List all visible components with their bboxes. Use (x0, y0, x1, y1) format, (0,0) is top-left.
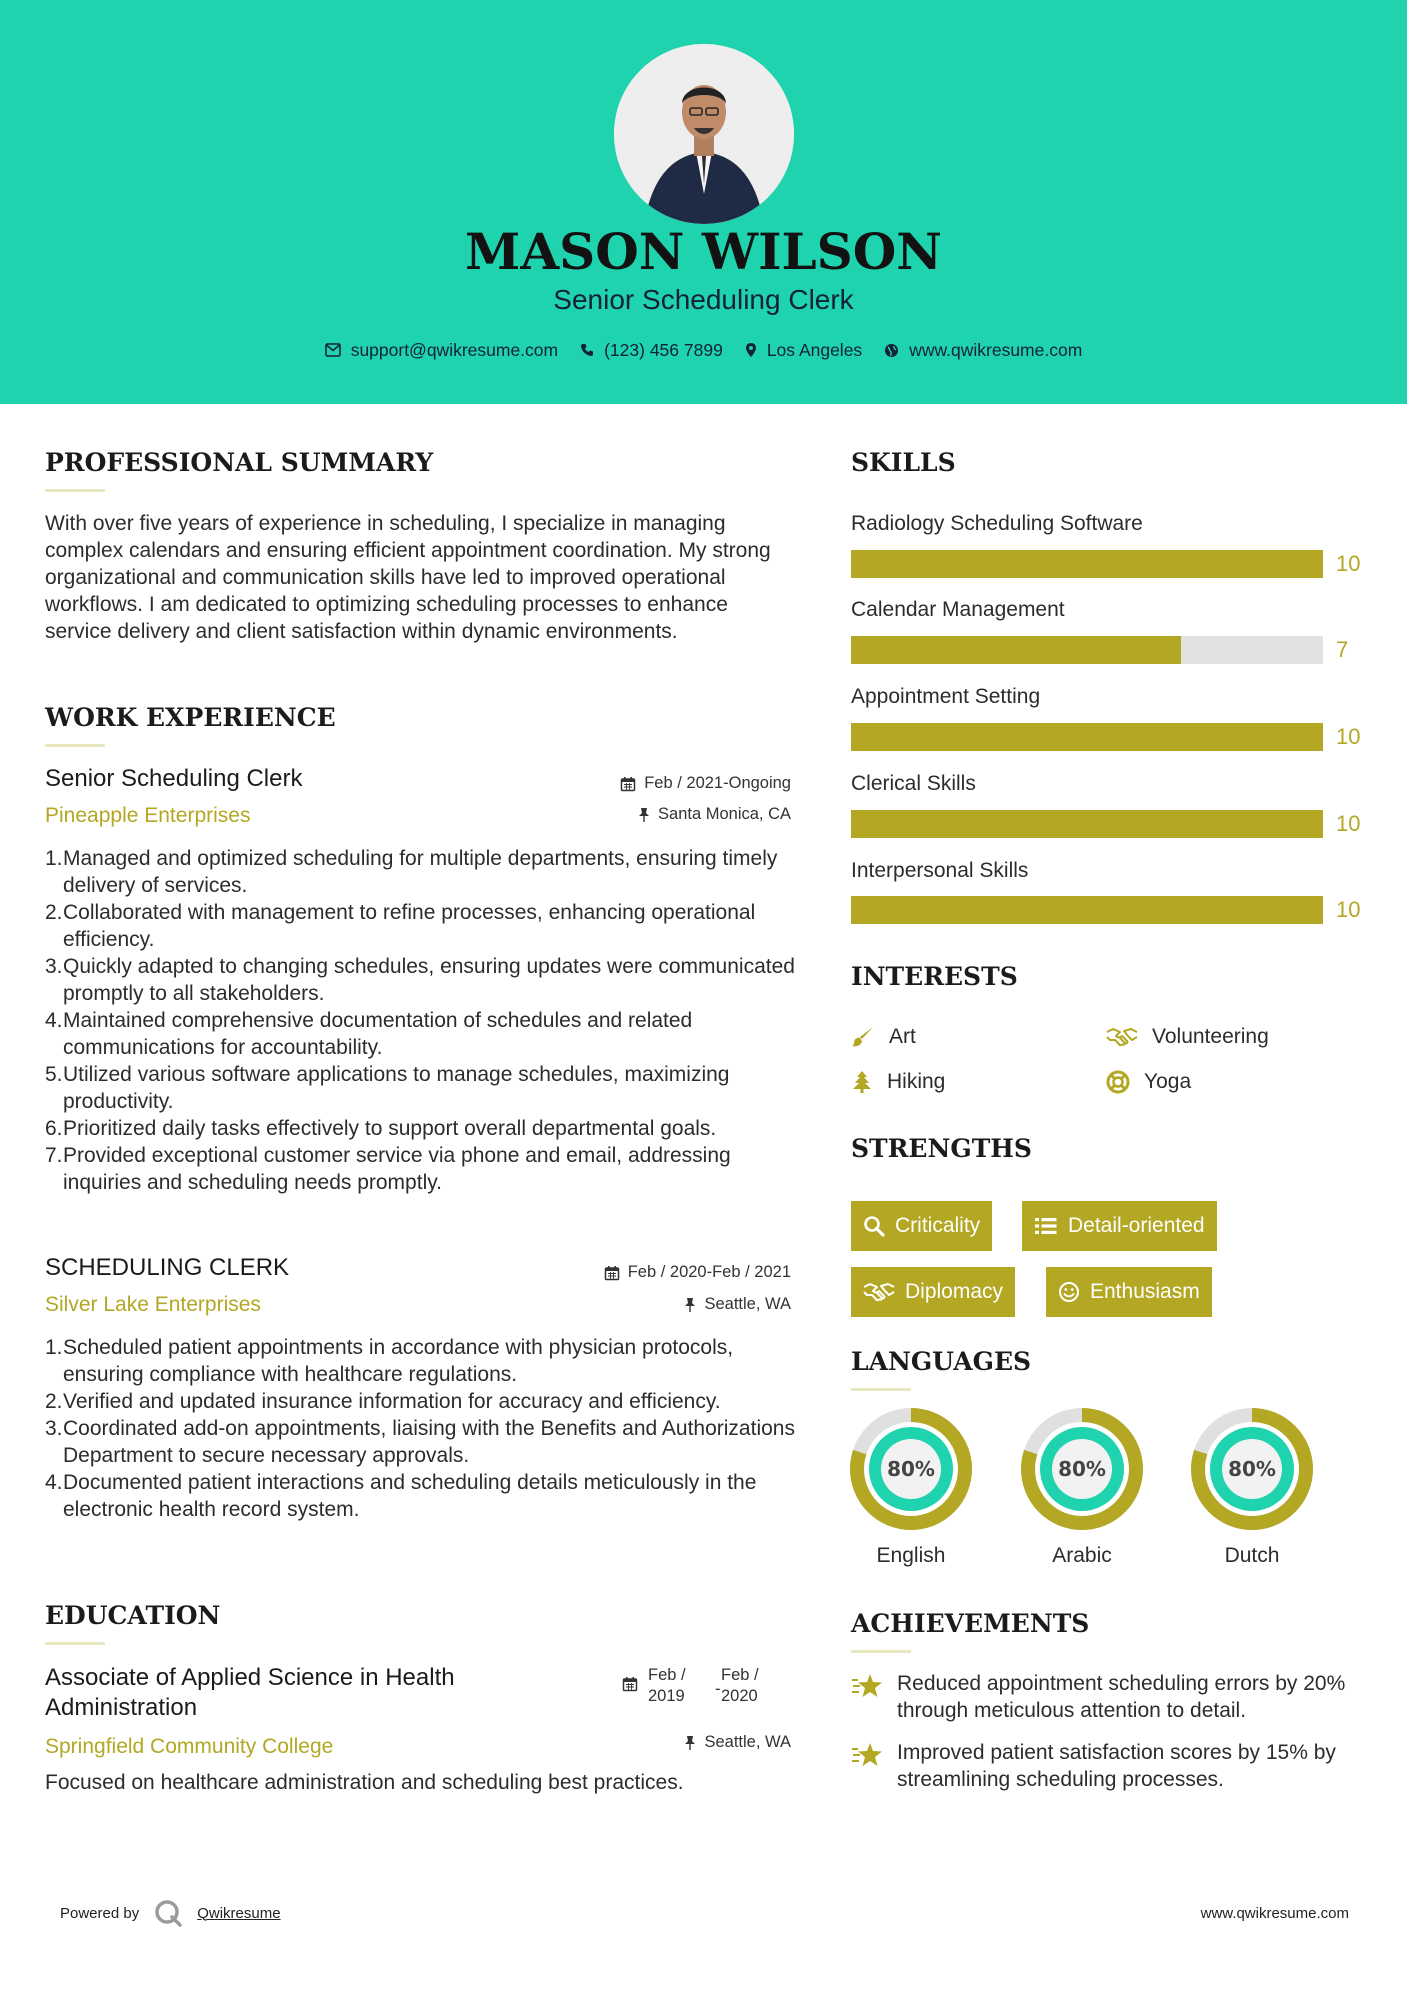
calendar-icon (620, 776, 636, 792)
achievement-text: Reduced appointment scheduling errors by 20% through meticulous attention to detail. (897, 1672, 1346, 1722)
experience-heading: WORK EXPERIENCE (45, 703, 336, 732)
calendar-icon (604, 1265, 620, 1281)
strengths-heading: STRENGTHS (851, 1134, 1032, 1163)
globe-icon (884, 343, 899, 358)
skill-value: 10 (1336, 724, 1361, 749)
contact-bar (0, 336, 1407, 364)
contact-phone[interactable] (580, 340, 723, 361)
education-location-text: Seattle, WA (704, 1733, 791, 1751)
languages-divider (851, 1388, 911, 1391)
education-dates (622, 1666, 792, 1710)
skill-bar-fill (851, 550, 1323, 578)
job-location-text: Seattle, WA (704, 1295, 791, 1313)
job-dates (620, 774, 791, 793)
handshake-icon (1106, 1026, 1138, 1048)
skill-value: 10 (1336, 551, 1361, 576)
job-location (638, 805, 791, 824)
pushpin-icon (638, 807, 650, 823)
contact-location (745, 340, 862, 361)
achievement-item (851, 1670, 1371, 1724)
job-location (684, 1295, 791, 1314)
job-title: SCHEDULING CLERK (45, 1254, 290, 1281)
pushpin-icon (684, 1735, 696, 1751)
skill-label: Clerical Skills (851, 772, 976, 795)
interest-item (851, 1025, 916, 1049)
list-item: 3. Quickly adapted to changing schedules, ensuring updates were communicated promptly to all stakeholders. (45, 955, 795, 1005)
skill-bar (851, 810, 1323, 838)
skill-bar-fill (851, 896, 1323, 924)
list-item: 3. Coordinated add-on appointments, liaising with the Benefits and Authorizations Department to secure necessary approvals. (45, 1417, 795, 1467)
job-bullets (45, 1334, 805, 1523)
interest-label: Art (889, 1025, 916, 1048)
language-gauge (1191, 1408, 1313, 1530)
paintbrush-icon (851, 1025, 875, 1049)
skill-value: 10 (1336, 811, 1361, 836)
interest-label: Volunteering (1152, 1025, 1269, 1048)
achievement-item (851, 1739, 1371, 1793)
language-name: Dutch (1224, 1544, 1280, 1567)
footer-website[interactable]: www.qwikresume.com (1200, 1905, 1349, 1922)
achievements-divider (851, 1650, 911, 1653)
interest-item (1106, 1070, 1191, 1094)
skill-label: Radiology Scheduling Software (851, 512, 1143, 535)
list-item: 2. Verified and updated insurance information for accuracy and efficiency. (45, 1390, 721, 1413)
education-divider (45, 1642, 105, 1645)
skill-label: Appointment Setting (851, 685, 1041, 708)
strength-badge (851, 1201, 992, 1251)
contact-website-text: www.qwikresume.com (909, 339, 1083, 360)
education-end-month: Feb / (721, 1666, 759, 1684)
interest-item (1106, 1025, 1269, 1049)
list-item: 1. Managed and optimized scheduling for multiple departments, ensuring timely delivery of services. (45, 847, 778, 897)
contact-website[interactable] (884, 340, 1082, 361)
language-percent: 80% (1058, 1457, 1106, 1481)
interest-label: Yoga (1144, 1070, 1192, 1093)
star-icon (851, 1672, 883, 1700)
job-dates (604, 1263, 791, 1282)
strength-label: Criticality (895, 1214, 981, 1237)
skills-heading: SKILLS (851, 448, 956, 477)
skill-value: 7 (1336, 637, 1349, 662)
skill-label: Calendar Management (851, 598, 1065, 621)
calendar-icon (622, 1676, 638, 1692)
skill-bar-fill (851, 636, 1181, 664)
skill-bar (851, 896, 1323, 924)
strength-badge (1046, 1267, 1212, 1317)
strength-badge (851, 1267, 1015, 1317)
job-bullets (45, 845, 805, 1196)
language-percent: 80% (887, 1457, 935, 1481)
star-icon (851, 1741, 883, 1769)
list-item: 1. Scheduled patient appointments in accordance with physician protocols, ensuring compliance with healthcare regulations. (45, 1336, 734, 1386)
skill-bar (851, 723, 1323, 751)
skill-label: Interpersonal Skills (851, 859, 1029, 882)
powered-by-text: Powered by (60, 1904, 140, 1922)
strength-badge (1022, 1201, 1217, 1251)
profile-photo-image (614, 44, 794, 224)
strength-label: Detail-oriented (1068, 1214, 1205, 1237)
summary-divider (45, 489, 105, 492)
phone-icon (580, 343, 594, 357)
contact-location-text: Los Angeles (766, 339, 863, 360)
education-description: Focused on healthcare administration and scheduling best practices. (45, 1771, 684, 1794)
envelope-icon (325, 343, 341, 357)
language-name: English (876, 1544, 946, 1567)
degree-title-line1: Associate of Applied Science in Health (45, 1664, 455, 1691)
summary-text: With over five years of experience in scheduling, I specialize in managing complex calendars and ensuring efficient appointment coordination. My strong organizational and communication skills have led to improved operational workflows. I am dedicated to optimizing scheduling processes to enhance service delivery and client satisfaction within dynamic environments. (45, 512, 771, 643)
contact-email-text: support@qwikresume.com (350, 339, 559, 360)
job-company: Silver Lake Enterprises (45, 1293, 261, 1316)
list-icon (1034, 1216, 1058, 1236)
interest-label: Hiking (887, 1070, 946, 1093)
skill-value: 10 (1336, 897, 1361, 922)
list-item: 4. Maintained comprehensive documentation of schedules and related communications for accountability. (45, 1009, 693, 1059)
language-ring (1021, 1408, 1143, 1530)
handshake-icon (863, 1281, 895, 1303)
school-name: Springfield Community College (45, 1735, 334, 1758)
achievement-text: Improved patient satisfaction scores by 15% by streamlining scheduling processes. (897, 1741, 1336, 1791)
job-location-text: Santa Monica, CA (658, 805, 791, 823)
list-item: 7. Provided exceptional customer service via phone and email, addressing inquiries and scheduling needs promptly. (45, 1144, 731, 1194)
skill-bar-fill (851, 810, 1323, 838)
smile-icon (1058, 1281, 1080, 1303)
language-percent: 80% (1228, 1457, 1276, 1481)
search-icon (863, 1215, 885, 1237)
brand-link[interactable]: Qwikresume (197, 1904, 281, 1922)
list-item: 5. Utilized various software applications to manage schedules, maximizing productivity. (45, 1063, 730, 1113)
candidate-role: Senior Scheduling Clerk (553, 284, 854, 315)
map-pin-icon (745, 342, 757, 358)
experience-divider (45, 744, 105, 747)
interests-heading: INTERESTS (851, 962, 1018, 991)
date-range-dash: - (715, 1680, 721, 1698)
summary-heading: PROFESSIONAL SUMMARY (45, 448, 434, 477)
skill-bar (851, 636, 1323, 664)
job-title: Senior Scheduling Clerk (45, 765, 303, 792)
interest-item (851, 1070, 945, 1094)
job-dates-text: Feb / 2020-Feb / 2021 (627, 1263, 791, 1281)
education-heading: EDUCATION (45, 1601, 221, 1630)
tree-icon (851, 1070, 873, 1094)
contact-email[interactable] (325, 340, 558, 361)
qwikresume-logo-icon (153, 1898, 183, 1928)
list-item: 4. Documented patient interactions and scheduling details meticulously in the electronic health record system. (45, 1471, 757, 1521)
skill-bar (851, 550, 1323, 578)
list-item: 6. Prioritized daily tasks effectively to support overall departmental goals. (45, 1117, 717, 1140)
education-start-year: 2019 (648, 1687, 685, 1705)
education-location (684, 1733, 791, 1752)
job-company: Pineapple Enterprises (45, 804, 251, 827)
degree-title-line2: Administration (45, 1694, 198, 1721)
languages-heading: LANGUAGES (851, 1347, 1032, 1376)
profile-photo (614, 44, 794, 224)
skill-bar-fill (851, 723, 1323, 751)
strength-label: Enthusiasm (1090, 1280, 1200, 1303)
education-end-year: 2020 (721, 1687, 758, 1705)
list-item: 2. Collaborated with management to refine processes, enhancing operational efficiency. (45, 901, 756, 951)
language-gauge (1021, 1408, 1143, 1530)
contact-phone-text: (123) 456 7899 (604, 339, 723, 360)
education-start-month: Feb / (648, 1666, 686, 1684)
job-dates-text: Feb / 2021-Ongoing (644, 774, 791, 792)
strength-label: Diplomacy (905, 1280, 1004, 1303)
footer-branding (60, 1898, 281, 1928)
language-ring (850, 1408, 972, 1530)
pushpin-icon (684, 1297, 696, 1313)
language-name: Arabic (1052, 1544, 1112, 1567)
achievements-heading: ACHIEVEMENTS (851, 1609, 1090, 1638)
lifering-icon (1106, 1070, 1130, 1094)
language-gauge (850, 1408, 972, 1530)
language-ring (1191, 1408, 1313, 1530)
candidate-name: MASON WILSON (465, 222, 942, 281)
